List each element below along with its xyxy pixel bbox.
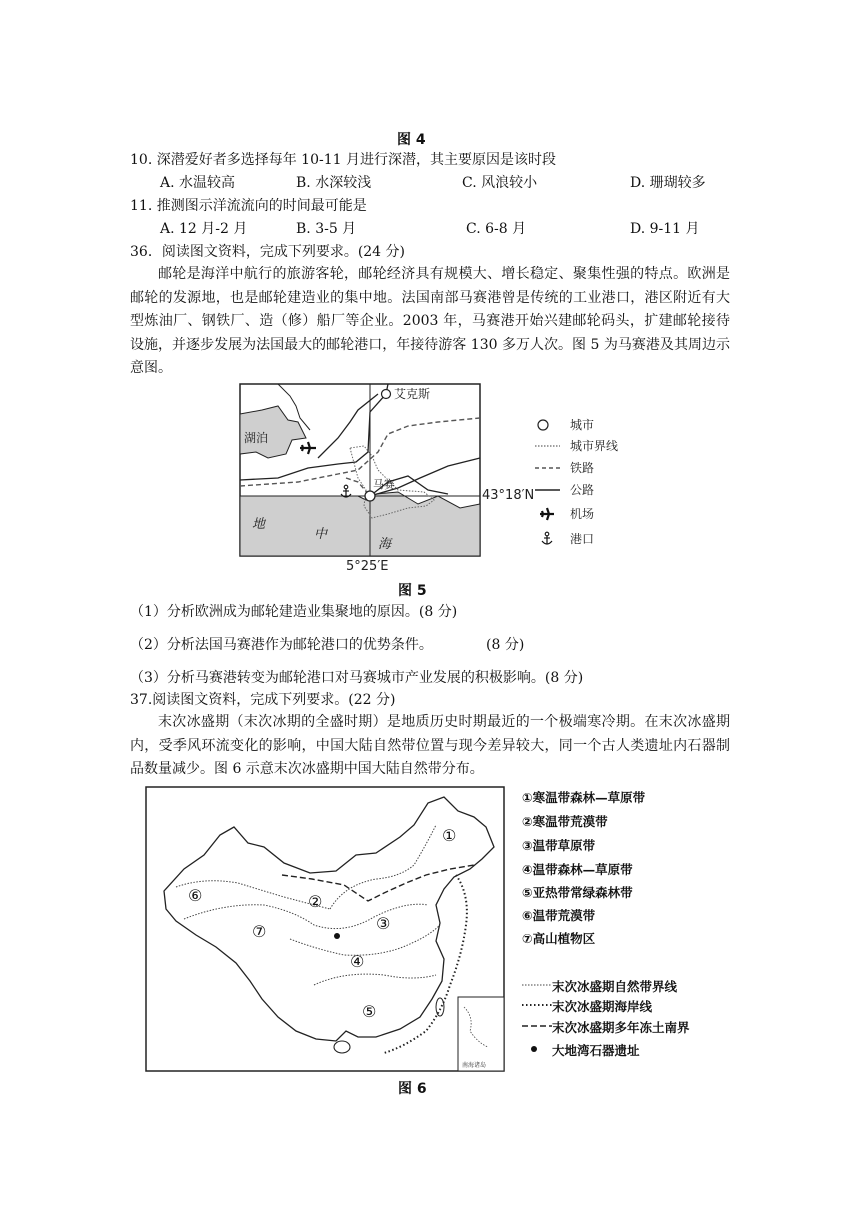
map-label-2: ②	[308, 892, 323, 911]
question-36-sub1: （1）分析欧洲成为邮轮建造业集聚地的原因。(8 分)	[130, 604, 458, 620]
legend-airport-icon	[540, 508, 554, 520]
lake-label: 湖泊	[244, 431, 269, 445]
legend-site: 大地湾石器遗址	[552, 1043, 640, 1058]
legend-port-icon	[542, 532, 552, 544]
q11-option-c: C. 6-8 月	[466, 221, 527, 237]
legend-road: 公路	[570, 483, 595, 497]
question-37-stem: 37.阅读图文资料，完成下列要求。(22 分)	[130, 692, 396, 708]
figure-5-caption: 图 5	[398, 583, 427, 599]
legend-boundary: 城市界线	[570, 439, 619, 453]
legend-railway: 铁路	[570, 461, 595, 475]
legend-city-symbol	[538, 420, 548, 430]
legend-zone-5: ⑤亚热带常绿森林带	[522, 885, 633, 900]
legend-line-boundary: 末次冰盛期自然带界线	[552, 979, 678, 994]
legend-port: 港口	[570, 532, 595, 546]
legend-line-permafrost: 末次冰盛期多年冻土南界	[552, 1020, 690, 1035]
aix-label: 艾克斯	[394, 387, 431, 401]
figure-6-caption: 图 6	[398, 1081, 427, 1097]
question-36-sub2: （2）分析法国马赛港作为邮轮港口的优势条件。	[130, 637, 433, 653]
sea-char-1: 地	[252, 517, 266, 532]
legend-line-coast: 末次冰盛期海岸线	[552, 999, 653, 1014]
question-10-stem: 10. 深潜爱好者多选择每年 10-11 月进行深潜，其主要原因是该时段	[130, 152, 556, 168]
question-36-sub2-score: (8 分)	[486, 637, 525, 653]
map-label-6: ⑥	[188, 886, 203, 905]
city-aix-marker	[382, 390, 391, 399]
dadiwan-site-marker	[334, 933, 340, 939]
legend-zone-4: ④温带森林—草原带	[522, 862, 633, 877]
map-label-5: ⑤	[362, 1002, 377, 1021]
legend-city: 城市	[570, 418, 595, 432]
longitude-label: 5°25′E	[346, 559, 389, 574]
q10-option-a: A. 水温较高	[160, 175, 236, 191]
map-label-3: ③	[376, 914, 391, 933]
city-marseille-marker	[365, 491, 375, 501]
mediterranean-sea	[240, 492, 480, 556]
question-36-passage: 邮轮是海洋中航行的旅游客轮，邮轮经济具有规模大、增长稳定、聚集性强的特点。欧洲是邮轮的发源地，也是邮轮建造业的集中地。法国南部马赛港曾是传统的工业港口，港区附近有大型炼油厂、钢铁厂、造（修）船厂等企业。2003 年，马赛港开始兴建邮轮码头，扩建邮轮接待设施，并逐步发展为法国最大的邮轮港口，年接待游客 130 多万人次。图 5 为马赛港及其周边示意图。	[130, 266, 730, 376]
figure-6-map	[144, 785, 506, 1073]
legend-zone-7: ⑦高山植物区	[522, 931, 596, 946]
q10-option-b: B. 水深较浅	[296, 175, 372, 191]
figure-5-legend	[535, 418, 618, 546]
map-label-7: ⑦	[252, 922, 267, 941]
q10-option-d: D. 珊瑚较多	[630, 175, 706, 191]
marseille-label: 马赛	[373, 478, 395, 491]
legend-zone-6: ⑥温带荒漠带	[522, 908, 596, 923]
hainan-island	[334, 1041, 350, 1053]
legend-zone-2: ②寒温带荒漠带	[522, 814, 608, 829]
q11-option-b: B. 3-5 月	[296, 221, 357, 237]
legend-zone-1: ①寒温带森林—草原带	[522, 790, 646, 805]
inset-note: 南海诸岛	[462, 1062, 487, 1069]
legend-zone-3: ③温带草原带	[522, 838, 596, 853]
map-label-4: ④	[350, 952, 365, 971]
figure-5-map	[238, 382, 628, 578]
question-11-stem: 11. 推测图示洋流流向的时间最可能是	[130, 198, 367, 214]
latitude-label: 43°18′N	[482, 488, 535, 503]
q10-option-c: C. 风浪较小	[462, 175, 538, 191]
question-36-stem: 36．阅读图文资料，完成下列要求。(24 分)	[130, 244, 406, 260]
map-label-1: ①	[442, 826, 457, 845]
sea-char-3: 海	[378, 537, 392, 552]
q11-option-d: D. 9-11 月	[630, 221, 700, 237]
question-37-passage: 末次冰盛期（末次冰期的全盛时期）是地质历史时期最近的一个极端寒冷期。在末次冰盛期内，受季风环流变化的影响，中国大陆自然带位置与现今差异较大，同一个古人类遗址内石器制品数量减少。图 6 示意末次冰盛期中国大陆自然带分布。	[130, 714, 730, 777]
legend-airport: 机场	[570, 507, 595, 521]
q11-option-a: A. 12 月-2 月	[160, 221, 248, 237]
figure-4-caption: 图 4	[397, 132, 426, 148]
sea-char-2: 中	[314, 527, 328, 542]
question-36-sub3: （3）分析马赛港转变为邮轮港口对马赛城市产业发展的积极影响。(8 分)	[130, 670, 584, 686]
legend6-symbols	[518, 975, 554, 1075]
